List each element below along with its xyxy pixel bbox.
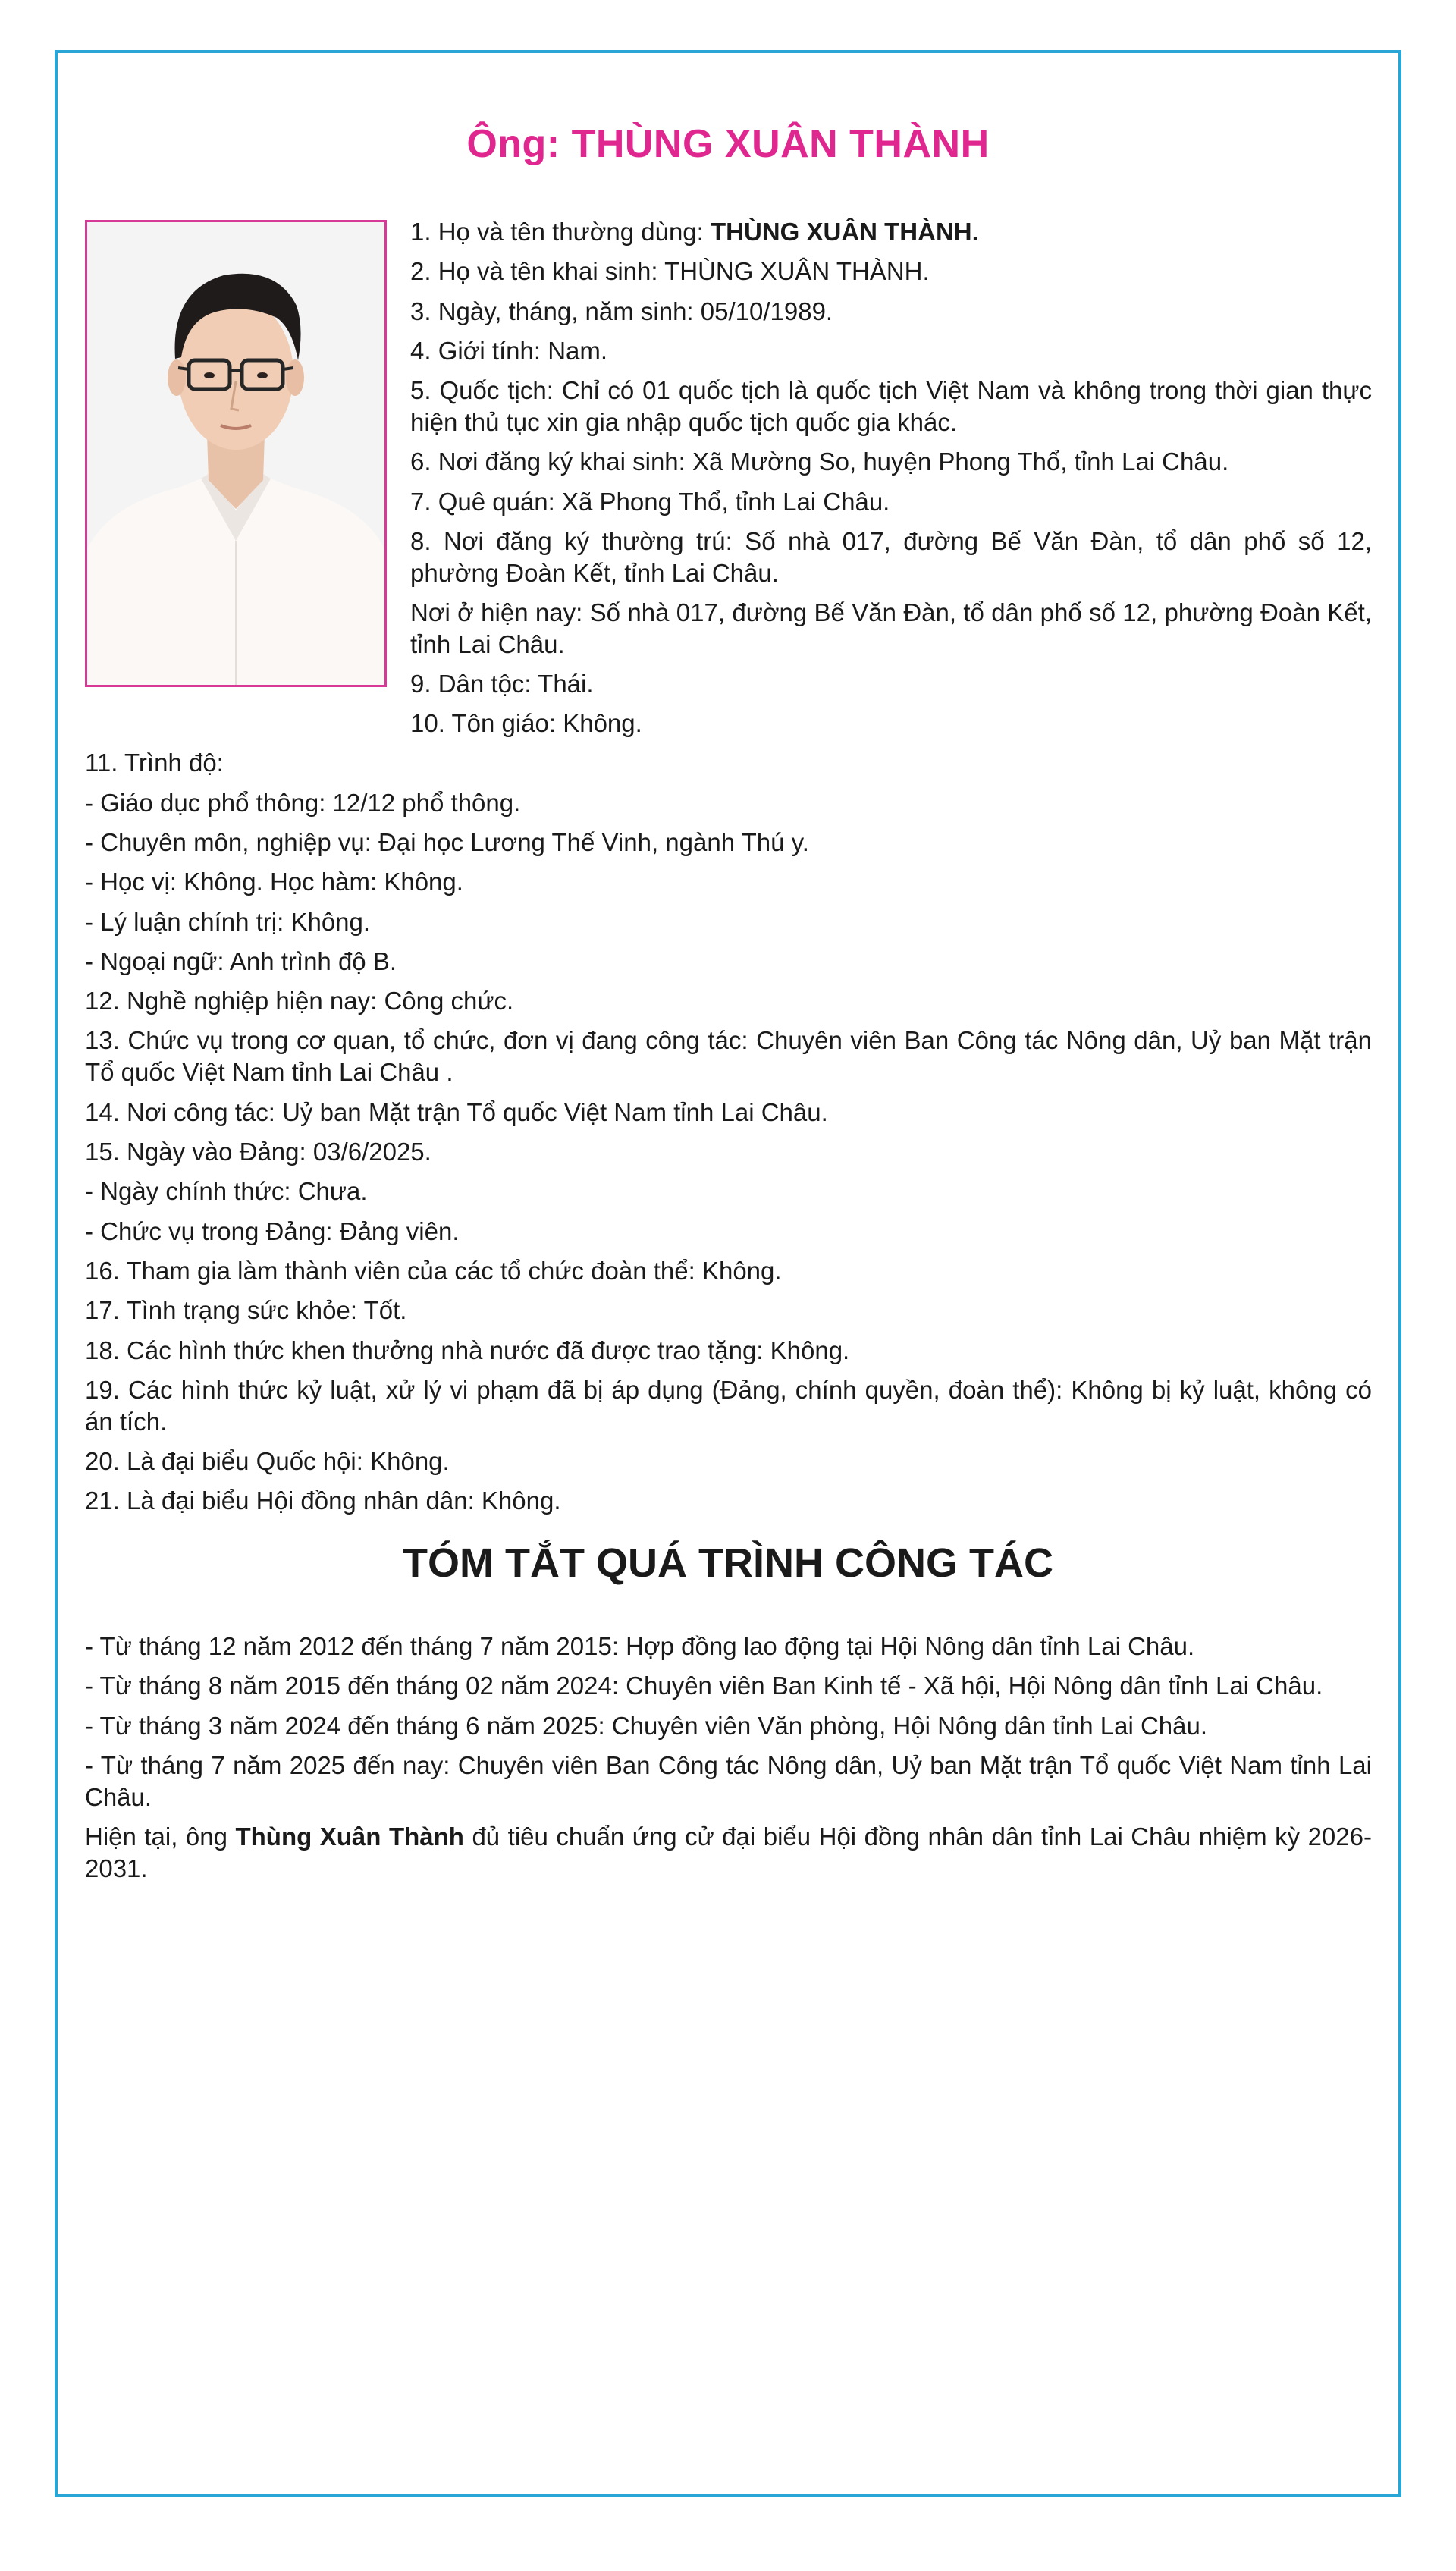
item-common-name (410, 216, 1372, 248)
item-workplace: 14. Nơi công tác: Uỷ ban Mặt trận Tổ quốc Việt Nam tỉnh Lai Châu. (85, 1098, 828, 1126)
item-permanent-residence: 8. Nơi đăng ký thường trú: Số nhà 017, đường Bế Văn Đàn, tổ dân phố số 12, phường Đoàn Kết, tỉnh Lai Châu. (410, 527, 1372, 587)
career-entry: - Từ tháng 3 năm 2024 đến tháng 6 năm 2025: Chuyên viên Văn phòng, Hội Nông dân tỉnh Lai Châu. (85, 1712, 1208, 1740)
career-entry: - Từ tháng 7 năm 2025 đến nay: Chuyên viên Ban Công tác Nông dân, Uỷ ban Mặt trận Tổ quốc Việt Nam tỉnh Lai Châu. (85, 1751, 1372, 1811)
item-religion: 10. Tôn giáo: Không. (410, 709, 642, 737)
item-value-name: THÙNG XUÂN THÀNH. (710, 218, 979, 246)
item-party-official-date: - Ngày chính thức: Chưa. (85, 1177, 368, 1205)
career-summary-heading: TÓM TẮT QUÁ TRÌNH CÔNG TÁC (403, 1540, 1053, 1586)
item-discipline: 19. Các hình thức kỷ luật, xử lý vi phạm đã bị áp dụng (Đảng, chính quyền, đoàn thể): Không bị kỷ luật, không có án tích. (85, 1376, 1372, 1436)
item-political-theory: - Lý luận chính trị: Không. (85, 908, 371, 936)
career-entry: - Từ tháng 12 năm 2012 đến tháng 7 năm 2015: Hợp đồng lao động tại Hội Nông dân tỉnh Lai Châu. (85, 1632, 1195, 1660)
page-title: Ông: THÙNG XUÂN THÀNH (466, 122, 990, 166)
item-awards: 18. Các hình thức khen thưởng nhà nước đã được trao tặng: Không. (85, 1336, 850, 1364)
item-professional-qualification: - Chuyên môn, nghiệp vụ: Đại học Lương Thế Vinh, ngành Thú y. (85, 828, 809, 856)
item-birth-registration: 6. Nơi đăng ký khai sinh: Xã Mường So, huyện Phong Thổ, tỉnh Lai Châu. (410, 447, 1229, 476)
item-position: 13. Chức vụ trong cơ quan, tổ chức, đơn vị đang công tác: Chuyên viên Ban Công tác Nông dân, Uỷ ban Mặt trận Tổ quốc Việt Nam tỉnh Lai Châu . (85, 1026, 1372, 1086)
person-portrait-icon (87, 222, 384, 685)
conclusion-prefix: Hiện tại, ông (85, 1822, 236, 1851)
item-hometown: 7. Quê quán: Xã Phong Thổ, tỉnh Lai Châu. (410, 488, 890, 516)
item-education: 11. Trình độ: (85, 749, 224, 777)
item-ethnicity: 9. Dân tộc: Thái. (410, 670, 594, 698)
item-birth-name: 2. Họ và tên khai sinh: THÙNG XUÂN THÀNH. (410, 257, 930, 285)
item-general-education: - Giáo dục phổ thông: 12/12 phổ thông. (85, 789, 521, 817)
career-entry: - Từ tháng 8 năm 2015 đến tháng 02 năm 2024: Chuyên viên Ban Kinh tế - Xã hội, Hội Nông dân tỉnh Lai Châu. (85, 1672, 1323, 1700)
conclusion-name: Thùng Xuân Thành (235, 1822, 464, 1851)
portrait-photo (85, 220, 387, 687)
item-academic-degree: - Học vị: Không. Học hàm: Không. (85, 868, 463, 896)
conclusion-suffix: đủ tiêu chuẩn ứng cử đại biểu Hội đồng nhân dân tỉnh Lai Châu nhiệm kỳ 2026-2031. (85, 1822, 1372, 1882)
item-current-residence: Nơi ở hiện nay: Số nhà 017, đường Bế Văn Đàn, tổ dân phố số 12, phường Đoàn Kết, tỉnh Lai Châu. (410, 598, 1372, 658)
item-foreign-language: - Ngoại ngữ: Anh trình độ B. (85, 947, 397, 975)
item-peoples-council: 21. Là đại biểu Hội đồng nhân dân: Không. (85, 1486, 561, 1515)
item-gender: 4. Giới tính: Nam. (410, 337, 608, 365)
item-national-assembly: 20. Là đại biểu Quốc hội: Không. (85, 1447, 450, 1475)
item-health: 17. Tình trạng sức khỏe: Tốt. (85, 1296, 407, 1324)
career-conclusion (85, 1821, 1372, 1885)
item-birth-date: 3. Ngày, tháng, năm sinh: 05/10/1989. (410, 297, 833, 325)
item-party-position: - Chức vụ trong Đảng: Đảng viên. (85, 1217, 460, 1245)
item-organizations: 16. Tham gia làm thành viên của các tổ chức đoàn thể: Không. (85, 1257, 782, 1285)
item-occupation: 12. Nghề nghiệp hiện nay: Công chức. (85, 987, 514, 1015)
item-party-join-date: 15. Ngày vào Đảng: 03/6/2025. (85, 1138, 431, 1166)
item-nationality: 5. Quốc tịch: Chỉ có 01 quốc tịch là quốc tịch Việt Nam và không trong thời gian thực hiện thủ tục xin gia nhập quốc tịch quốc gia khác. (410, 376, 1372, 436)
item-label: 1. Họ và tên thường dùng: (410, 218, 711, 246)
